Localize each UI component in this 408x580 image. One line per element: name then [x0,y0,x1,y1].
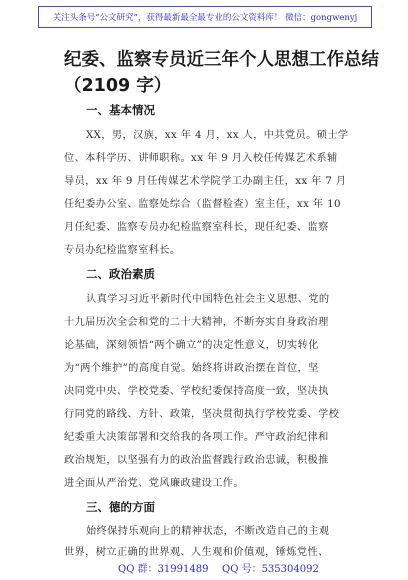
paragraph-line: 导员，xx 年 9 月任传媒艺术学院学工办副主任，xx 年 7 月 [64,176,347,187]
footer [0,560,408,576]
paragraph-line: 位、本科学历、讲师职称。xx 年 9 月入校任传媒艺术系辅 [64,153,338,164]
paragraph-line: 政治规矩，以坚强有力的政治监督践行政治忠诚，积极推 [64,455,329,466]
top-banner: 关注头条号“公文研究”，获得最新最全最专业的公文资料库！ 微信：gongwenyj [38,6,372,28]
paragraph-line: 月任纪委、监察专员办纪检监察室科长，现任纪委、监察 [64,222,329,233]
paragraph-line: 决同党中央、学校党委、学校纪委保持高度一致，坚决执 [64,386,329,397]
paragraph-line: 行同党的路线、方针、政策，坚决贯彻执行学校党委、学校 [64,409,340,420]
paragraph-line: 始终保持乐观向上的精神状态，不断改造自己的主观 [86,526,330,537]
paragraph-line: XX，男，汉族，xx 年 4 月，xx 人，中共党员。硕士学 [86,130,349,141]
footer-qq-account: QQ 号：535304092 [222,564,319,575]
paragraph-line: 纪委重大决策部署和交给我的各项工作。严守政治纪律和 [64,432,329,443]
footer-qq-group: QQ 群：31991489 [118,564,209,575]
paragraph-line: 进全面从严治党、党风廉政建设工作。 [64,478,244,489]
document-title-wordcount: （2109 字） [64,76,172,96]
document-title: 纪委、监察专员近三年个人思想工作总结 [64,50,379,70]
section-heading-basic-info: 一、基本情况 [86,103,155,117]
paragraph-line: 世界，树立正确的世界观、人生观和价值观，锤炼党性、 [64,547,329,558]
paragraph-line: 任纪委办公室、监察处综合（监督检查）室主任，xx 年 10 [64,199,341,210]
paragraph-line: 专员办纪检监察室科长。 [64,245,181,256]
section-heading-political: 二、政治素质 [86,267,155,281]
section-heading-morality: 三、德的方面 [86,500,155,514]
paragraph-line: 十九届历次全会和党的二十大精神，不断夯实自身政治理 [64,317,329,328]
paragraph-line: 论基础，深刻领悟“两个确立”的决定性意义，切实转化 [64,340,319,351]
paragraph-line: 认真学习习近平新时代中国特色社会主义思想、党的 [86,294,330,305]
paragraph-line: 为“两个维护”的高度自觉。始终将讲政治摆在首位，坚 [64,363,319,374]
